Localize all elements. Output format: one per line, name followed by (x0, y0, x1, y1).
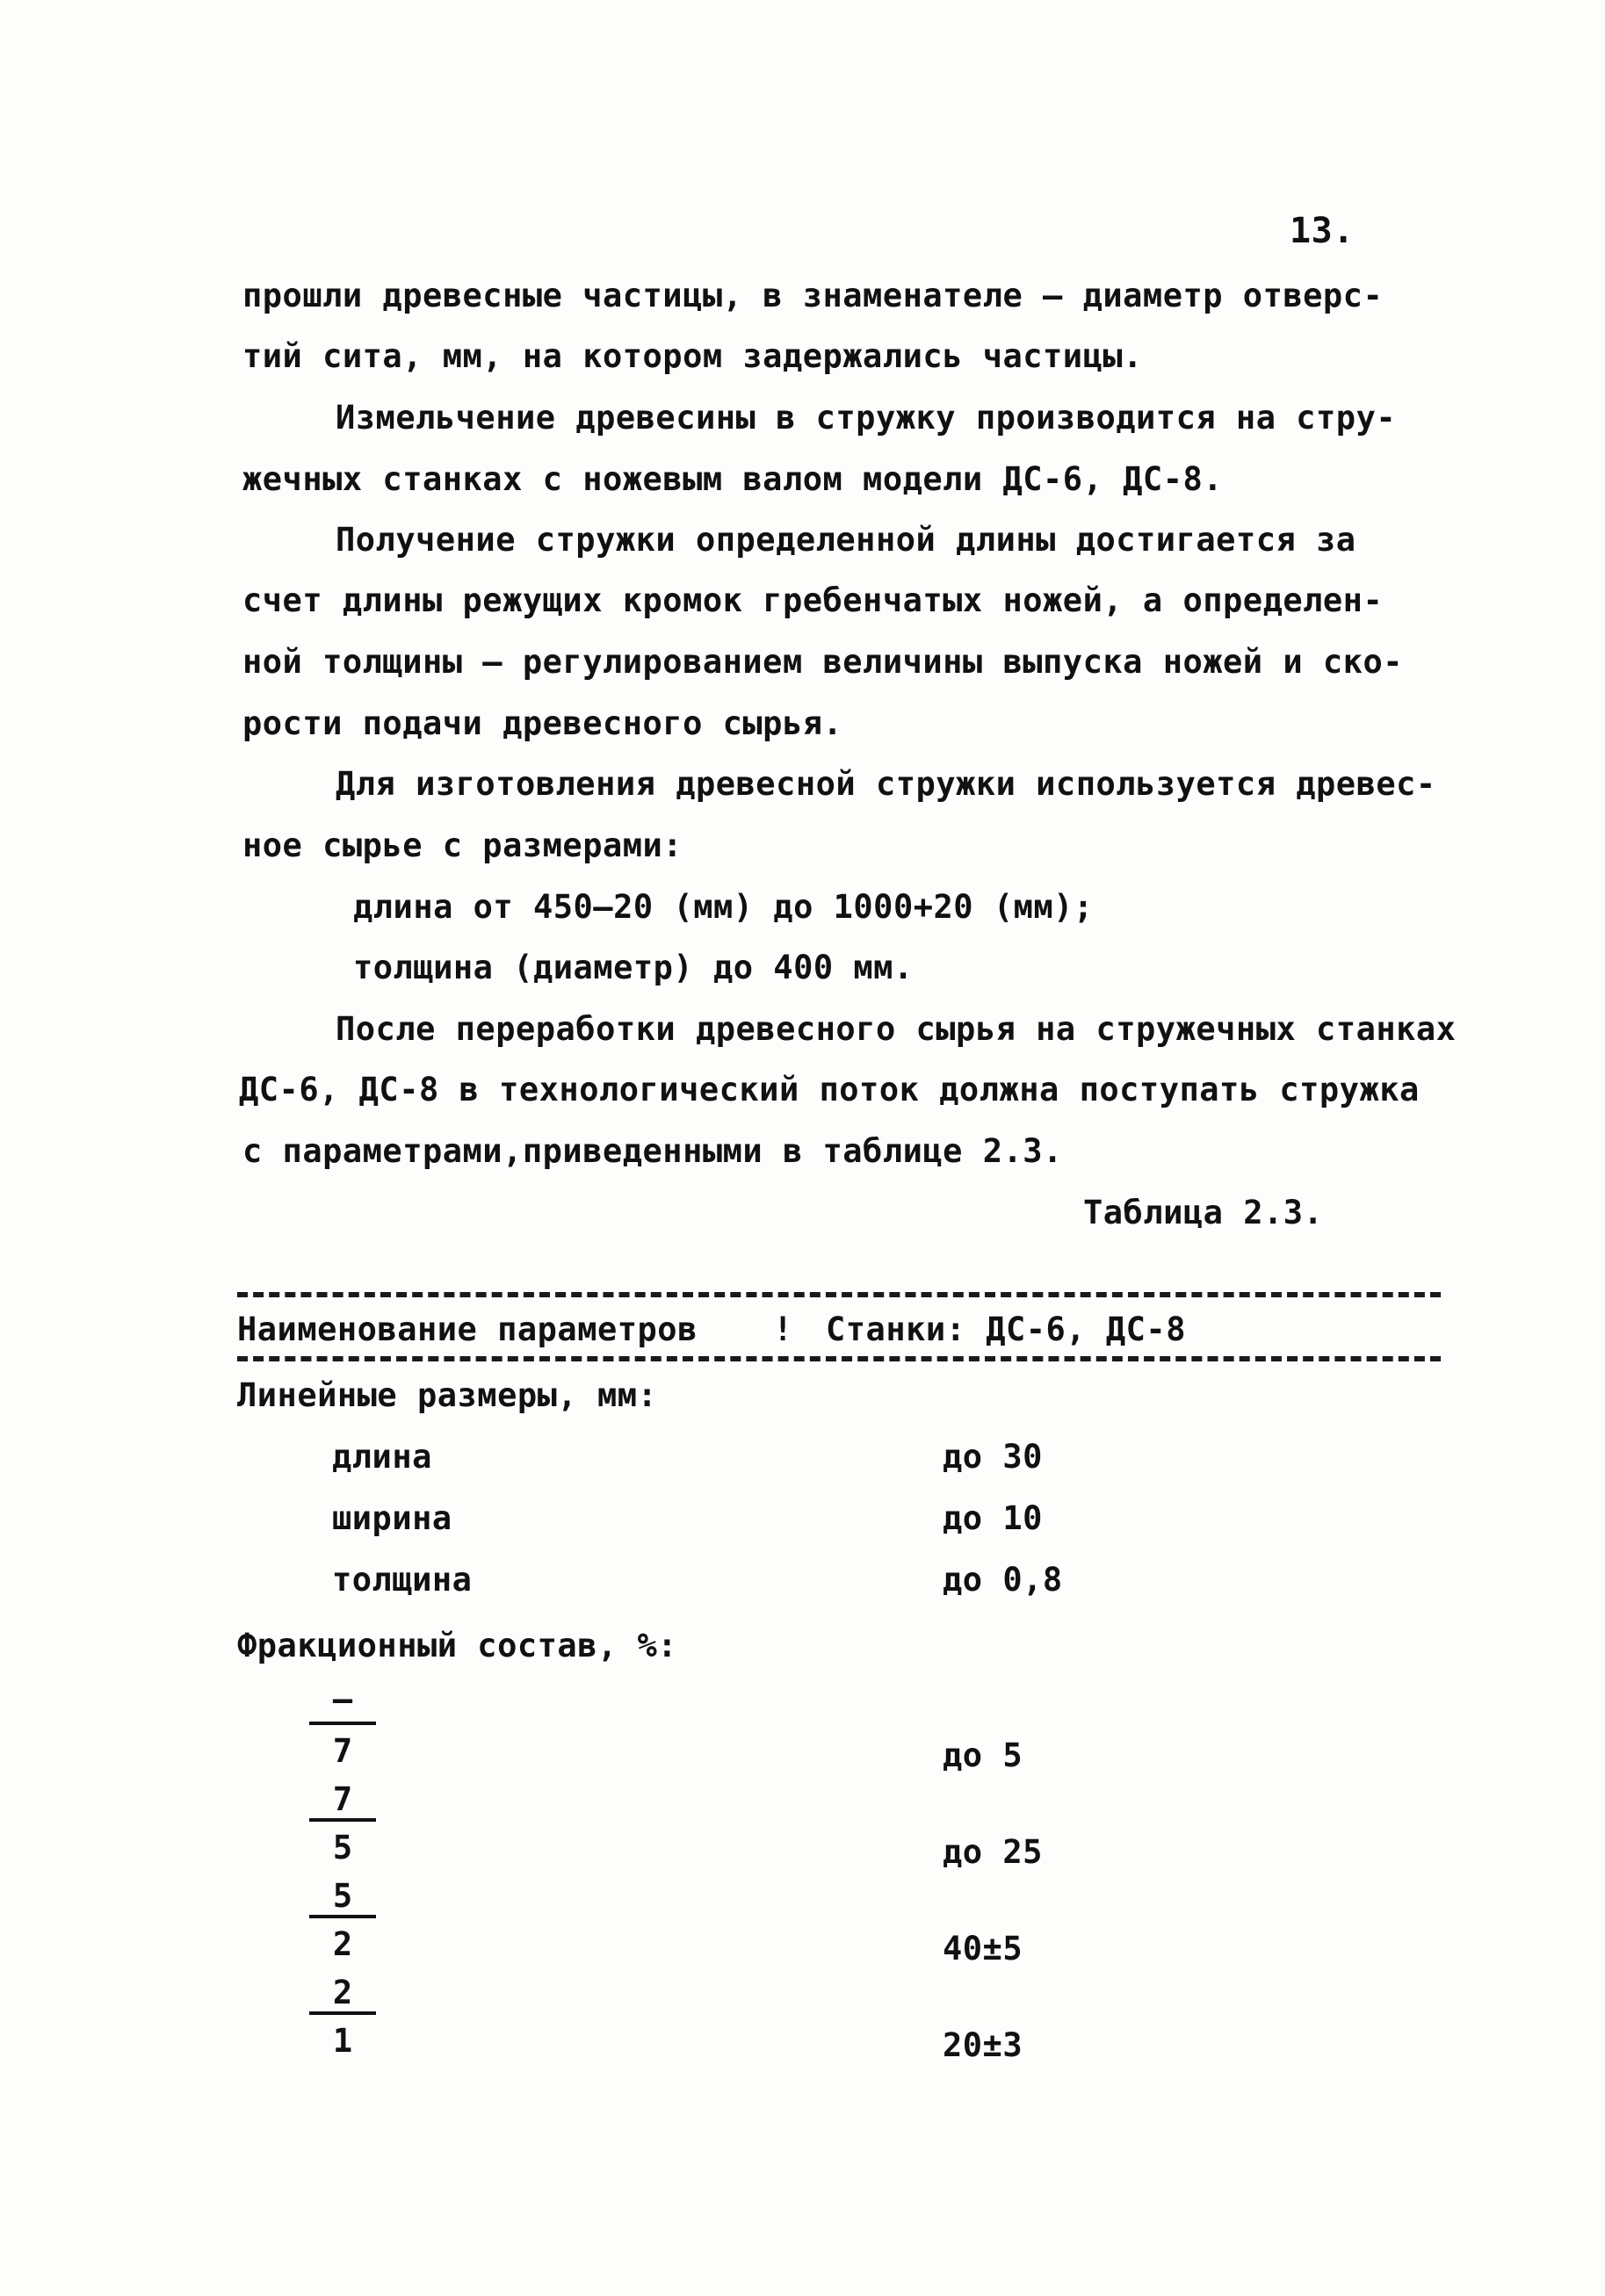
paragraph-line: Для изготовления древесной стружки используется древес- (336, 765, 1436, 803)
table-row-value: до 5 (943, 1736, 1023, 1774)
paragraph-line: Получение стружки определенной длины достигается за (336, 521, 1356, 559)
table-header-left: Наименование параметров (237, 1310, 698, 1348)
table-group-label: Линейные размеры, мм: (237, 1376, 658, 1414)
table-row-value: до 10 (943, 1499, 1043, 1537)
paragraph-line: жечных станках с ножевым валом модели ДС-6, ДС-8. (242, 460, 1224, 498)
table-row-label: толщина (332, 1561, 473, 1599)
fraction-bar (309, 1915, 376, 1918)
fraction-denominator: 1 (332, 2022, 353, 2060)
paragraph-line: тий сита, мм, на котором задержались частицы. (242, 337, 1143, 375)
fraction-numerator: 5 (332, 1877, 353, 1915)
fraction-denominator: 7 (332, 1732, 353, 1770)
table-header-right: Станки: ДС-6, ДС-8 (826, 1310, 1186, 1348)
paragraph-line: ной толщины – регулированием величины выпуска ножей и ско- (242, 643, 1404, 681)
paragraph-line: Измельчение древесины в стружку производится на стру- (336, 399, 1397, 437)
page-number: 13. (1290, 211, 1355, 251)
paragraph-line: После переработки древесного сырья на стружечных станках (336, 1010, 1457, 1048)
table-row-value: до 25 (943, 1833, 1043, 1871)
fraction-numerator: 2 (332, 1974, 353, 2011)
paragraph-line: счет длины режущих кромок гребенчатых ножей, а определен- (242, 581, 1384, 619)
fraction-numerator: – (332, 1680, 353, 1718)
table-row-label: длина (332, 1438, 432, 1476)
paragraph-line: толщина (диаметр) до 400 мм. (353, 949, 914, 986)
paragraph-line: рости подачи древесного сырья. (242, 704, 843, 742)
fraction-denominator: 5 (332, 1829, 353, 1866)
table-row-value: до 0,8 (943, 1561, 1063, 1599)
table-row-label: ширина (332, 1499, 452, 1537)
fraction-bar (309, 1818, 376, 1822)
table-header-rule (237, 1356, 1441, 1361)
table-header-separator: ! (773, 1310, 793, 1348)
fraction-bar (309, 2011, 376, 2015)
table-caption: Таблица 2.3. (1083, 1194, 1324, 1231)
table-row-value: до 30 (943, 1438, 1043, 1476)
paragraph-line: ное сырье с размерами: (242, 827, 683, 864)
fraction-denominator: 2 (332, 1925, 353, 1963)
paragraph-line: ДС-6, ДС-8 в технологический поток должна поступать стружка (239, 1071, 1420, 1108)
paragraph-line: прошли древесные частицы, в знаменателе – диаметр отверс- (242, 277, 1384, 314)
table-row-value: 20±3 (943, 2026, 1023, 2064)
paragraph-line: с параметрами,приведенными в таблице 2.3. (242, 1132, 1063, 1170)
fraction-bar (309, 1722, 376, 1725)
table-top-rule (237, 1292, 1441, 1297)
table-row-value: 40±5 (943, 1930, 1023, 1967)
table-group-label: Фракционный состав, %: (237, 1627, 678, 1664)
paragraph-line: длина от 450–20 (мм) до 1000+20 (мм); (353, 888, 1094, 926)
fraction-numerator: 7 (332, 1780, 353, 1818)
